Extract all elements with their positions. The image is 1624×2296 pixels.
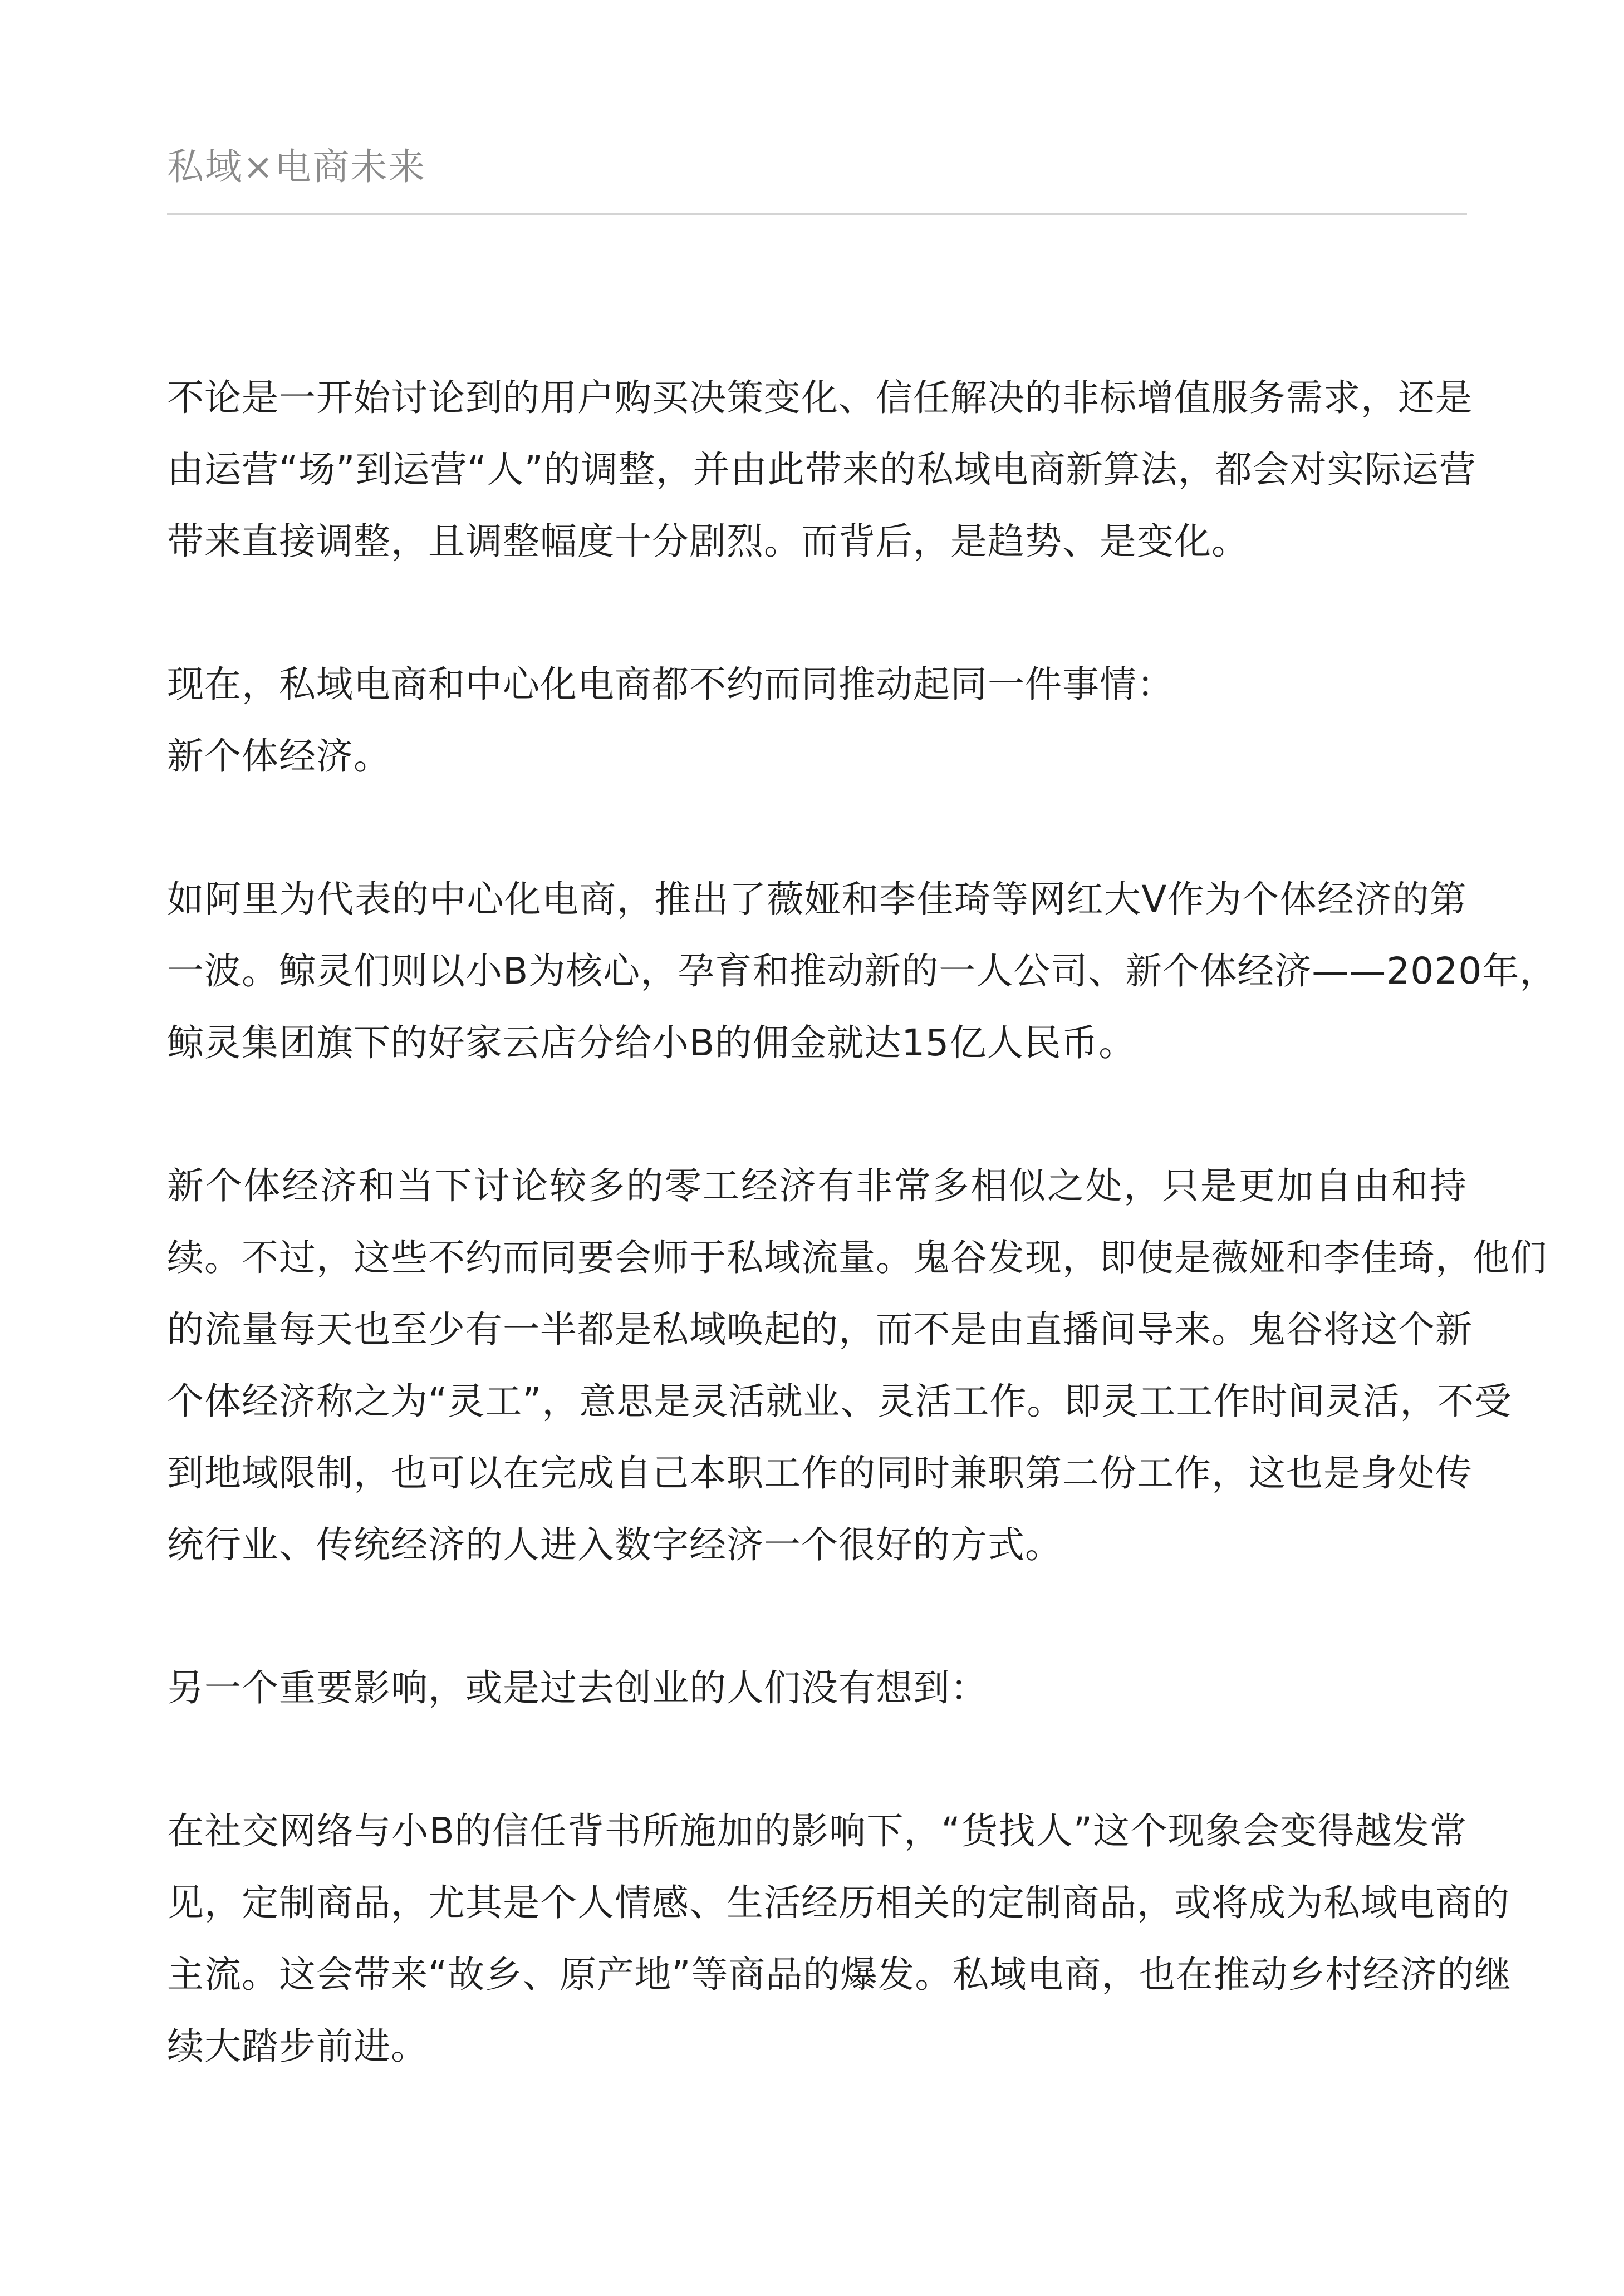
paragraph-line: 鲸灵集团旗下的好家云店分给小B的佣金就达15亿人民币。	[167, 1021, 1136, 1064]
paragraph	[167, 863, 1557, 1079]
paragraph	[167, 1795, 1512, 2082]
paragraph-line: 由运营“场”到运营“人”的调整，并由此带来的私域电商新算法，都会对实际运营	[167, 448, 1476, 491]
paragraph-line: 统行业、传统经济的人进入数字经济一个很好的方式。	[167, 1523, 1062, 1566]
paragraph-line: 个体经济称之为“灵工”，意思是灵活就业、灵活工作。即灵工工作时间灵活，不受	[167, 1380, 1512, 1423]
paragraph	[167, 362, 1476, 577]
paragraph-line: 新个体经济和当下讨论较多的零工经济有非常多相似之处，只是更加自由和持	[167, 1164, 1467, 1207]
paragraph-line: 一波。鲸灵们则以小B为核心，孕育和推动新的一人公司、新个体经济——2020年，	[167, 950, 1557, 992]
paragraph	[167, 1652, 1467, 1724]
paragraph	[167, 1150, 1547, 1581]
paragraph-line: 见，定制商品，尤其是个人情感、生活经历相关的定制商品，或将成为私域电商的	[167, 1881, 1510, 1924]
paragraph	[167, 648, 1467, 792]
paragraph-line: 到地域限制，也可以在完成自己本职工作的同时兼职第二份工作，这也是身处传	[167, 1452, 1473, 1494]
header-divider	[167, 213, 1467, 215]
paragraph-line: 不论是一开始讨论到的用户购买决策变化、信任解决的非标增值服务需求，还是	[167, 376, 1473, 419]
paragraph-line: 另一个重要影响，或是过去创业的人们没有想到：	[167, 1666, 988, 1709]
paragraph-line: 的流量每天也至少有一半都是私域唤起的，而不是由直播间导来。鬼谷将这个新	[167, 1308, 1473, 1351]
header-title: 私域×电商未来	[167, 145, 426, 188]
article-body	[167, 362, 1557, 2154]
paragraph-line: 续大踏步前进。	[167, 2025, 428, 2068]
paragraph-line: 续。不过，这些不约而同要会师于私域流量。鬼谷发现，即使是薇娅和李佳琦，他们	[167, 1236, 1547, 1279]
paragraph-line: 如阿里为代表的中心化电商，推出了薇娅和李佳琦等网红大V作为个体经济的第	[167, 878, 1467, 921]
paragraph-line: 在社交网络与小B的信任背书所施加的影响下，“货找人”这个现象会变得越发常	[167, 1810, 1467, 1852]
paragraph-line: 带来直接调整，且调整幅度十分剧烈。而背后，是趋势、是变化。	[167, 520, 1249, 563]
paragraph-line: 现在，私域电商和中心化电商都不约而同推动起同一件事情：	[167, 663, 1174, 706]
paragraph-line: 新个体经济。	[167, 735, 391, 778]
paragraph-line: 主流。这会带来“故乡、原产地”等商品的爆发。私域电商，也在推动乡村经济的继	[167, 1953, 1512, 1996]
page-header	[167, 139, 1467, 217]
